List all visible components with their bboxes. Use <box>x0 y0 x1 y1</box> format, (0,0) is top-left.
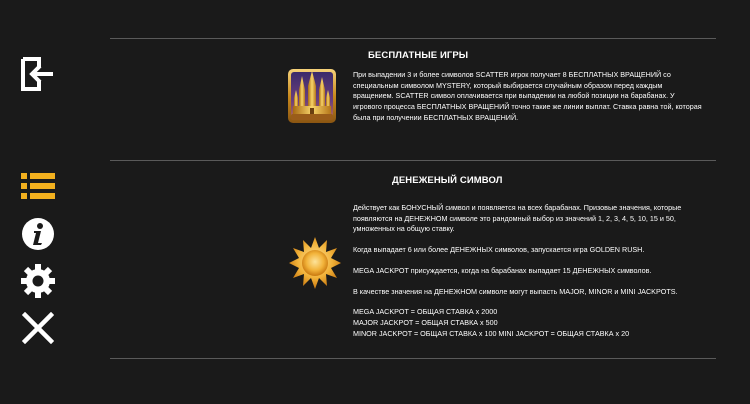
info-icon <box>21 217 55 251</box>
free-games-description <box>353 70 703 124</box>
divider-bottom <box>110 358 716 359</box>
sun-money-symbol <box>288 236 342 295</box>
money-paragraph-4: В качестве значения на ДЕНЕЖНОМ символе могут выпасть MAJOR, MINOR и MINI JACKPOTS. <box>353 286 678 296</box>
money-paragraph-2: Когда выпадает 6 или более ДЕНЕЖНЫХ символов, запускается игра GOLDEN RUSH. <box>353 245 645 255</box>
castle-scatter-symbol <box>287 68 337 129</box>
divider-top <box>110 38 716 39</box>
jackpot-mega: MEGA JACKPOT = ОБЩАЯ СТАВКА x 2000 <box>353 307 498 317</box>
exit-icon <box>21 56 55 92</box>
paytable-button[interactable] <box>20 168 56 204</box>
divider-middle <box>110 160 716 161</box>
gear-icon <box>21 264 55 298</box>
money-paragraph-3: MEGA JACKPOT присуждается, когда на барабанах выпадает 15 ДЕНЕЖНЫХ символов. <box>353 265 652 275</box>
list-icon <box>21 172 55 200</box>
jackpot-minor-mini: MINOR JACKPOT = ОБЩАЯ СТАВКА x 100 MINI JACKPOT = ОБЩАЯ СТАВКА x 20 <box>353 328 630 338</box>
settings-button[interactable] <box>20 263 56 299</box>
close-button[interactable] <box>20 310 56 346</box>
info-button[interactable] <box>20 216 56 252</box>
free-games-paragraph: При выпадении 3 и более символов SCATTER игрок получает 8 БЕСПЛАТНЫХ ВРАЩЕНИЙ со специальным символом MYSTERY, который выбирается случайным образом перед каждым вращением. SCATTER символ оплачивается при выпадении на любой позиции на барабанах. У игрового процесса БЕСПЛАТНЫХ ВРАЩЕНИЙ точно такие же линии выплат. Ставка равна той, которая была при получении БЕСПЛАТНЫХ ВРАЩЕНИЙ. <box>353 70 702 122</box>
free-games-title: БЕСПЛАТНЫЕ ИГРЫ <box>368 50 469 61</box>
money-paragraph-1: Действует как БОНУСНЫЙ символ и появляется на всех барабанах. Призовые значения, которые появляются на ДЕНЕЖНОМ символе это рандомный выбор из значений 1, 2, 3, 4, 5, 10, 15 и 50, умноженных на общую ставку. <box>353 203 682 234</box>
money-symbol-description <box>353 203 709 339</box>
money-symbol-title: ДЕНЕЖЕНЫЙ СИМВОЛ <box>392 175 503 186</box>
sidebar <box>0 0 78 404</box>
jackpot-major: MAJOR JACKPOT = ОБЩАЯ СТАВКА x 500 <box>353 317 498 327</box>
exit-button[interactable] <box>20 56 56 92</box>
close-icon <box>22 312 54 344</box>
